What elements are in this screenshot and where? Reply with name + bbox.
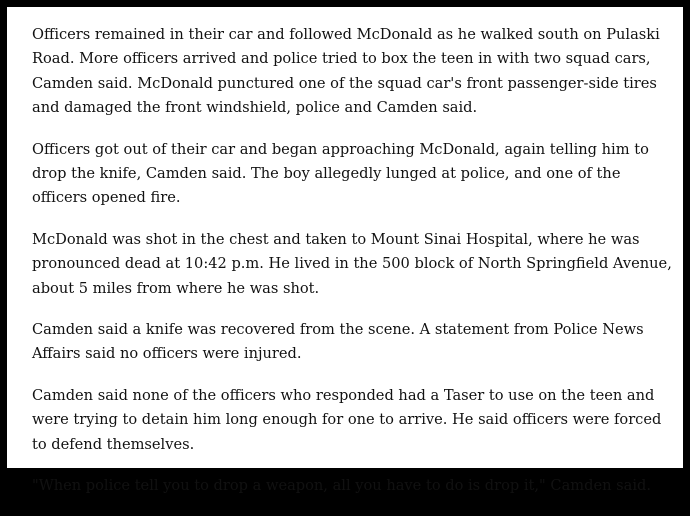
paragraph-5: Camden said none of the officers who responded had a Taser to use on the teen and were trying to detain him long enough for one to arrive. He said officers were forced to defend themselves.	[32, 386, 662, 453]
article-frame	[7, 7, 683, 495]
paragraph-2: Officers got out of their car and began approaching McDonald, again telling him to drop the knife, Camden said. The boy allegedly lunged at police, and one of the officers opened fire.	[32, 140, 649, 207]
paragraph-3: McDonald was shot in the chest and taken to Mount Sinai Hospital, where he was pronounced dead at 10:42 p.m. He lived in the 500 block of North Springfield Avenue, about 5 miles from where he was shot.	[32, 230, 672, 297]
article-body	[32, 23, 672, 516]
paragraph-1: Officers remained in their car and followed McDonald as he walked south on Pulaski Road. More officers arrived and police tried to box the teen in with two squad cars, Camden said. McDonald punctured one of the squad car's front passenger-side tires and damaged the front windshield, police and Camden said.	[32, 26, 660, 117]
paragraph-4: Camden said a knife was recovered from the scene. A statement from Police News Affairs said no officers were injured.	[32, 321, 644, 363]
paragraph-6: "When police tell you to drop a weapon, all you have to do is drop it," Camden said.	[32, 477, 651, 495]
